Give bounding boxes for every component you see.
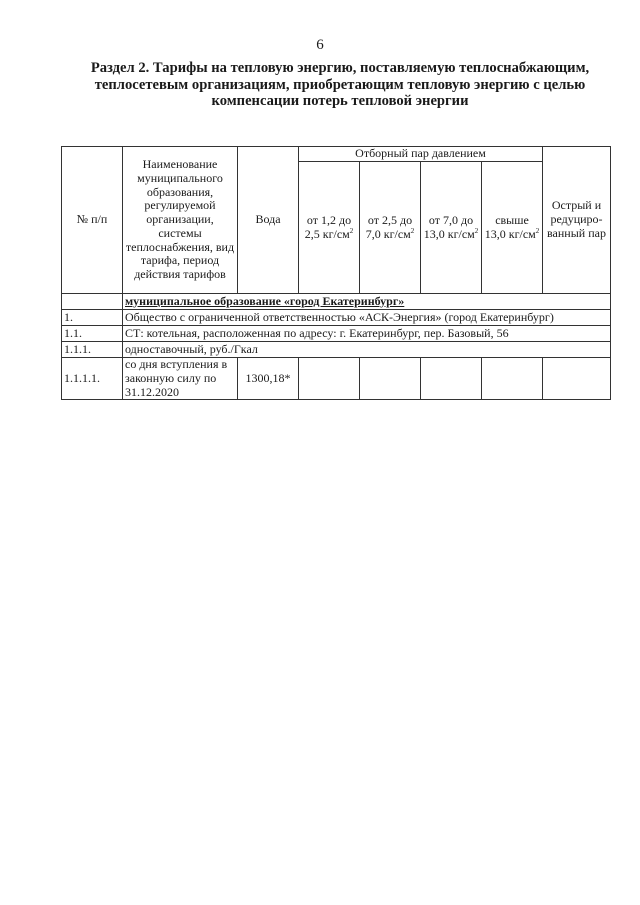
header-pressure-2: от 2,5 до 7,0 $кг/см^2$ [360, 162, 421, 294]
header-sharp-steam: Острый и редуциро-ванный пар [543, 147, 611, 294]
header-num: № п/п [62, 147, 123, 294]
header-pressure-3-text: от 7,0 до 13,0 кг/см [423, 212, 475, 241]
empty-cell [299, 358, 360, 400]
header-water: Вода [238, 147, 299, 294]
empty-cell [360, 358, 421, 400]
row-num: 1.1.1.1. [62, 358, 123, 400]
organization-name: Общество с ограниченной ответственностью «АСК-Энергия» (город Екатеринбург) [123, 310, 611, 326]
header-pressure-1: от 1,2 до 2,5 $кг/см^2$ [299, 162, 360, 294]
title-line: компенсации потерь тепловой энергии [211, 93, 469, 109]
empty-cell [421, 358, 482, 400]
tariff-table [61, 146, 611, 400]
empty-cell [543, 358, 611, 400]
header-pressure-4-text: свыше 13,0 кг/см [484, 212, 536, 241]
header-pressure-3: от 7,0 до 13,0 $кг/см^2$ [421, 162, 482, 294]
row-num: 1.1.1. [62, 342, 123, 358]
page-number: 6 [316, 37, 324, 53]
header-pressure-2-text: от 2,5 до 7,0 кг/см [365, 212, 413, 241]
empty-cell [482, 358, 543, 400]
municipality-row [123, 294, 611, 310]
section-title [72, 60, 608, 110]
tariff-period: со дня вступления в законную силу по 31.12.2020 [123, 358, 238, 400]
title-line: теплосетевым организациям, приобретающим тепловую энергию с целью [94, 76, 586, 93]
tariff-type: одноставочный, руб./Гкал [123, 342, 611, 358]
header-pressure-1-text: от 1,2 до 2,5 кг/см [304, 212, 352, 241]
row-num: 1.1. [62, 326, 123, 342]
header-steam-group: Отборный пар давлением [299, 147, 543, 162]
title-line: Раздел 2. Тарифы на тепловую энергию, поставляемую теплоснабжающим, [90, 60, 590, 76]
municipality-label: муниципальное образование «город Екатеринбург» [125, 293, 405, 308]
municipality-num-cell [62, 294, 123, 310]
header-name: Наименование муниципального образования, регулируемой организации, системы теплоснабжения, вид тарифа, период действия тарифов [123, 147, 238, 294]
header-pressure-4: свыше 13,0 $кг/см^2$ [482, 162, 543, 294]
row-num: 1. [62, 310, 123, 326]
water-tariff-value: 1300,18* [238, 358, 299, 400]
heat-system-name: СТ: котельная, расположенная по адресу: г. Екатеринбург, пер. Базовый, 56 [123, 326, 611, 342]
